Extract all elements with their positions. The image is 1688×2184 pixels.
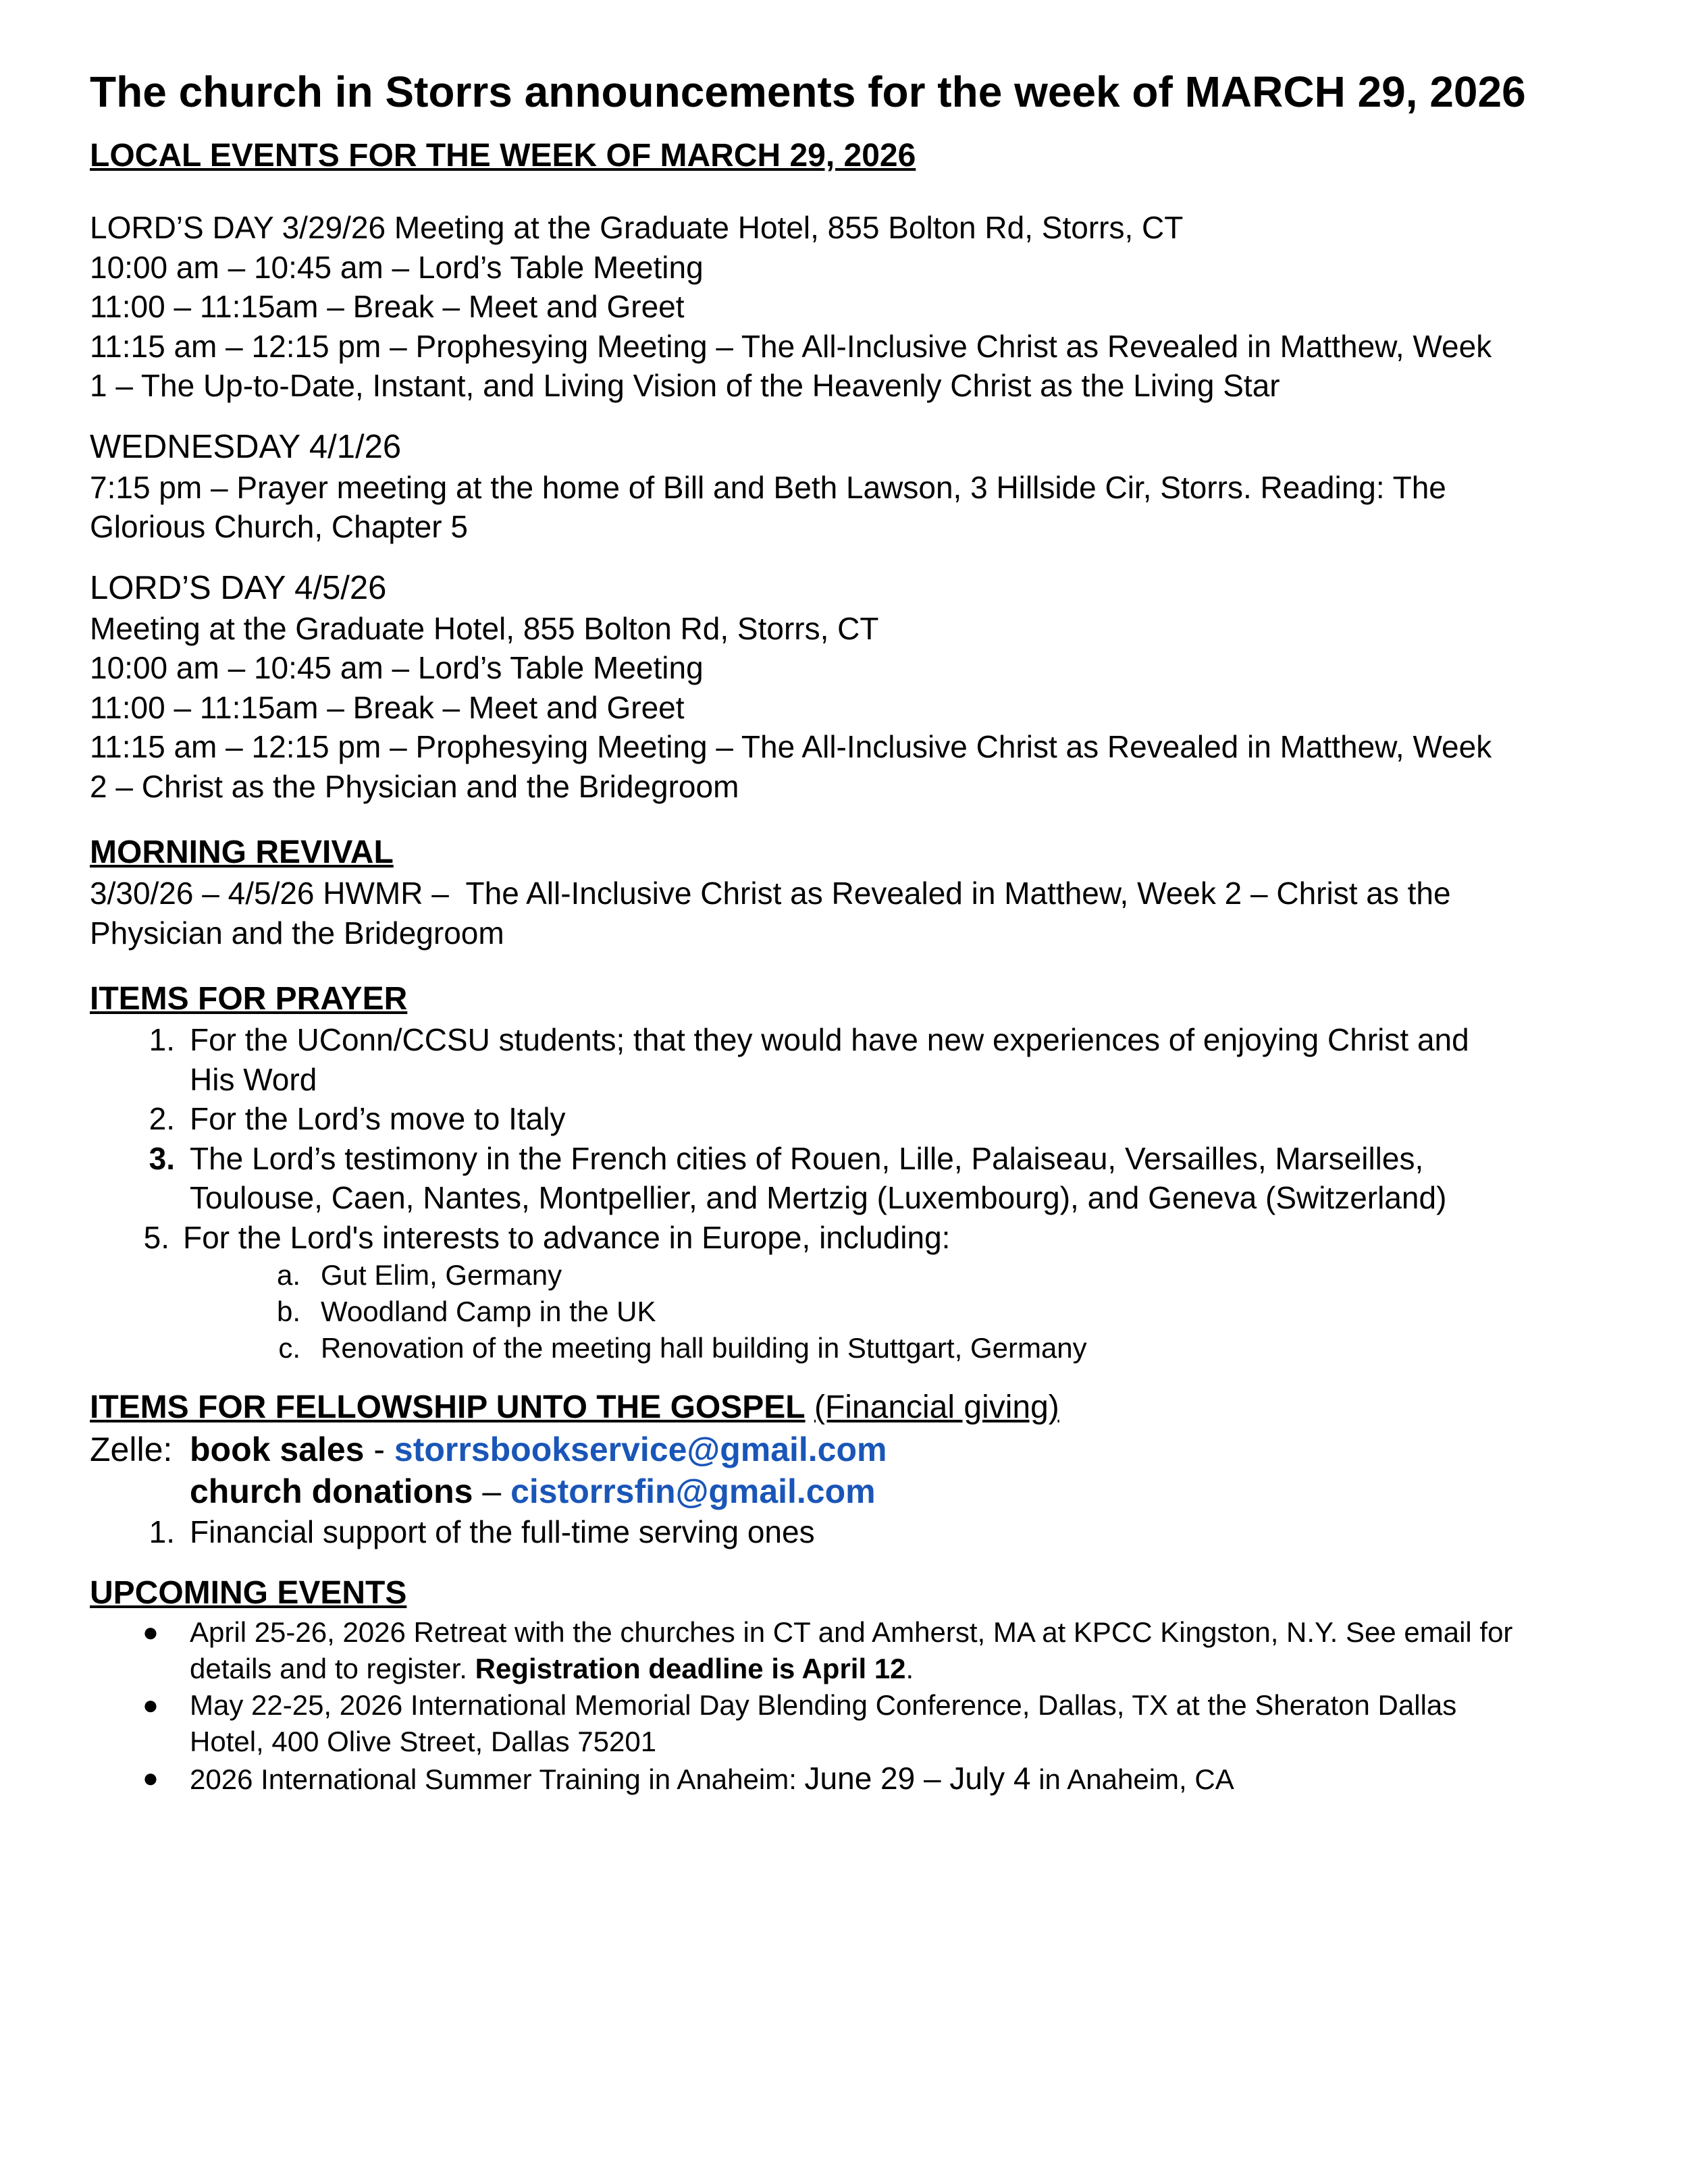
schedule-line: Meeting at the Graduate Hotel, 855 Bolton Rd, Storrs, CT [90,610,879,646]
list-item [90,1139,1609,1218]
registration-deadline: Registration deadline is April 12 [475,1652,906,1684]
list-item-text: Toulouse, Caen, Nantes, Montpellier, and Mertzig (Luxembourg), and Geneva (Switzerland) [190,1180,1447,1215]
fellowship-heading-row [90,1387,1609,1429]
local-events-heading: LOCAL EVENTS FOR THE WEEK OF MARCH 29, 2026 [90,138,916,174]
page-title: The church in Storrs announcements for the week of MARCH 29, 2026 [90,68,1526,116]
sub-list-text: Woodland Camp in the UK [321,1296,656,1327]
list-item-text: April 25-26, 2026 Retreat with the churches in CT and Amherst, MA at KPCC Kingston, N.Y. See email for [190,1616,1513,1648]
schedule-line: 2 – Christ as the Physician and the Bridegroom [90,768,739,804]
wednesday-block [90,426,1609,547]
schedule-line: Glorious Church, Chapter 5 [90,509,468,544]
bullet-icon: ● [142,1763,159,1793]
list-number: 3. [149,1140,175,1176]
announcement-document [90,61,1609,1798]
wednesday-day: WEDNESDAY 4/1/26 [90,428,402,465]
zelle-label: Zelle: [90,1431,173,1468]
bullet-icon: ● [142,1617,159,1647]
list-item-text: His Word [190,1061,317,1097]
lords-day-1-block [90,208,1609,406]
schedule-line: 11:00 – 11:15am – Break – Meet and Greet [90,689,685,725]
sub-list-letter: a. [276,1259,300,1291]
list-item [90,1099,1609,1139]
list-item [90,1687,1609,1760]
upcoming-events-list [90,1614,1609,1798]
fellowship-heading: ITEMS FOR FELLOWSHIP UNTO THE GOSPEL [90,1389,806,1425]
schedule-line: 10:00 am – 10:45 am – Lord’s Table Meeting [90,249,704,285]
prayer-list [90,1020,1609,1366]
sub-list-item [90,1330,1609,1366]
schedule-line: 11:00 – 11:15am – Break – Meet and Greet [90,289,685,324]
upcoming-events-heading: UPCOMING EVENTS [90,1574,407,1611]
training-dates: June 29 – July 4 [804,1760,1031,1796]
schedule-line: 7:15 pm – Prayer meeting at the home of Bill and Beth Lawson, 3 Hillside Cir, Storrs. Reading: The [90,469,1446,505]
prayer-heading: ITEMS FOR PRAYER [90,981,408,1017]
lords-day-2-day: LORD’S DAY 4/5/26 [90,569,387,606]
list-item-text: Financial support of the full-time serving ones [190,1514,815,1549]
list-item [90,1020,1609,1099]
schedule-line: 11:15 am – 12:15 pm – Prophesying Meeting – The All-Inclusive Christ as Revealed in Matthew, Week [90,729,1492,764]
zelle-church-row [90,1470,1609,1512]
list-item: ● April 25-26, 2026 Retreat with the churches in CT and Amherst, MA at KPCC Kingston, N.Y. See email for details and to register. Registration deadline is April 12. [90,1614,1609,1687]
list-number: 2. [149,1101,175,1136]
schedule-line: 10:00 am – 10:45 am – Lord’s Table Meeting [90,650,704,685]
list-item [90,1512,1609,1552]
schedule-line: 11:15 am – 12:15 pm – Prophesying Meeting – The All-Inclusive Christ as Revealed in Matthew, Week [90,328,1492,364]
fellowship-heading-note: (Financial giving) [814,1389,1059,1425]
list-number: 1. [149,1022,175,1057]
schedule-line: 1 – The Up-to-Date, Instant, and Living Vision of the Heavenly Christ as the Living Star [90,368,1280,403]
list-number: 5. [143,1219,169,1255]
separator: - [364,1431,394,1468]
church-donations-email-link[interactable]: cistorrsfin@gmail.com [510,1472,876,1510]
morning-revival-line: Physician and the Bridegroom [90,915,504,951]
morning-revival-line: 3/30/26 – 4/5/26 HWMR – The All-Inclusive Christ as Revealed in Matthew, Week 2 – Christ as the [90,876,1451,911]
list-item-text: For the UConn/CCSU students; that they would have new experiences of enjoying Christ and [190,1022,1469,1057]
lords-day-1-line: LORD’S DAY 3/29/26 Meeting at the Graduate Hotel, 855 Bolton Rd, Storrs, CT [90,210,1184,245]
sub-list-letter: b. [276,1296,300,1327]
list-item-text: May 22-25, 2026 International Memorial Day Blending Conference, Dallas, TX at the Sheraton Dallas [190,1688,1457,1721]
sub-list-item [90,1257,1609,1294]
list-item-text: The Lord’s testimony in the French cities of Rouen, Lille, Palaiseau, Versailles, Marseilles, [190,1140,1424,1176]
book-sales-label: book sales [190,1431,365,1468]
sub-list-text: Renovation of the meeting hall building in Stuttgart, Germany [321,1332,1087,1364]
sub-list-letter: c. [278,1332,300,1364]
list-item-text: details and to register. [190,1652,475,1684]
book-sales-email-link[interactable]: storrsbookservice@gmail.com [394,1431,887,1468]
list-item-text: 2026 International Summer Training in Anaheim: [190,1763,805,1795]
list-item-text: For the Lord's interests to advance in Europe, including: [183,1219,951,1255]
bullet-icon: ● [142,1690,159,1720]
sub-list-item [90,1294,1609,1330]
list-item [90,1760,1609,1798]
lords-day-2-block [90,567,1609,807]
list-item-text: For the Lord’s move to Italy [190,1101,566,1136]
separator: – [473,1472,511,1510]
zelle-book-row [90,1429,1609,1470]
list-number: 1. [149,1514,175,1549]
list-item-text: in Anaheim, CA [1030,1763,1234,1795]
morning-revival-heading: MORNING REVIVAL [90,834,394,870]
sub-list-text: Gut Elim, Germany [321,1259,562,1291]
list-item [90,1218,1609,1258]
church-donations-label: church donations [190,1472,473,1510]
list-item-text: Hotel, 400 Olive Street, Dallas 75201 [190,1725,657,1757]
